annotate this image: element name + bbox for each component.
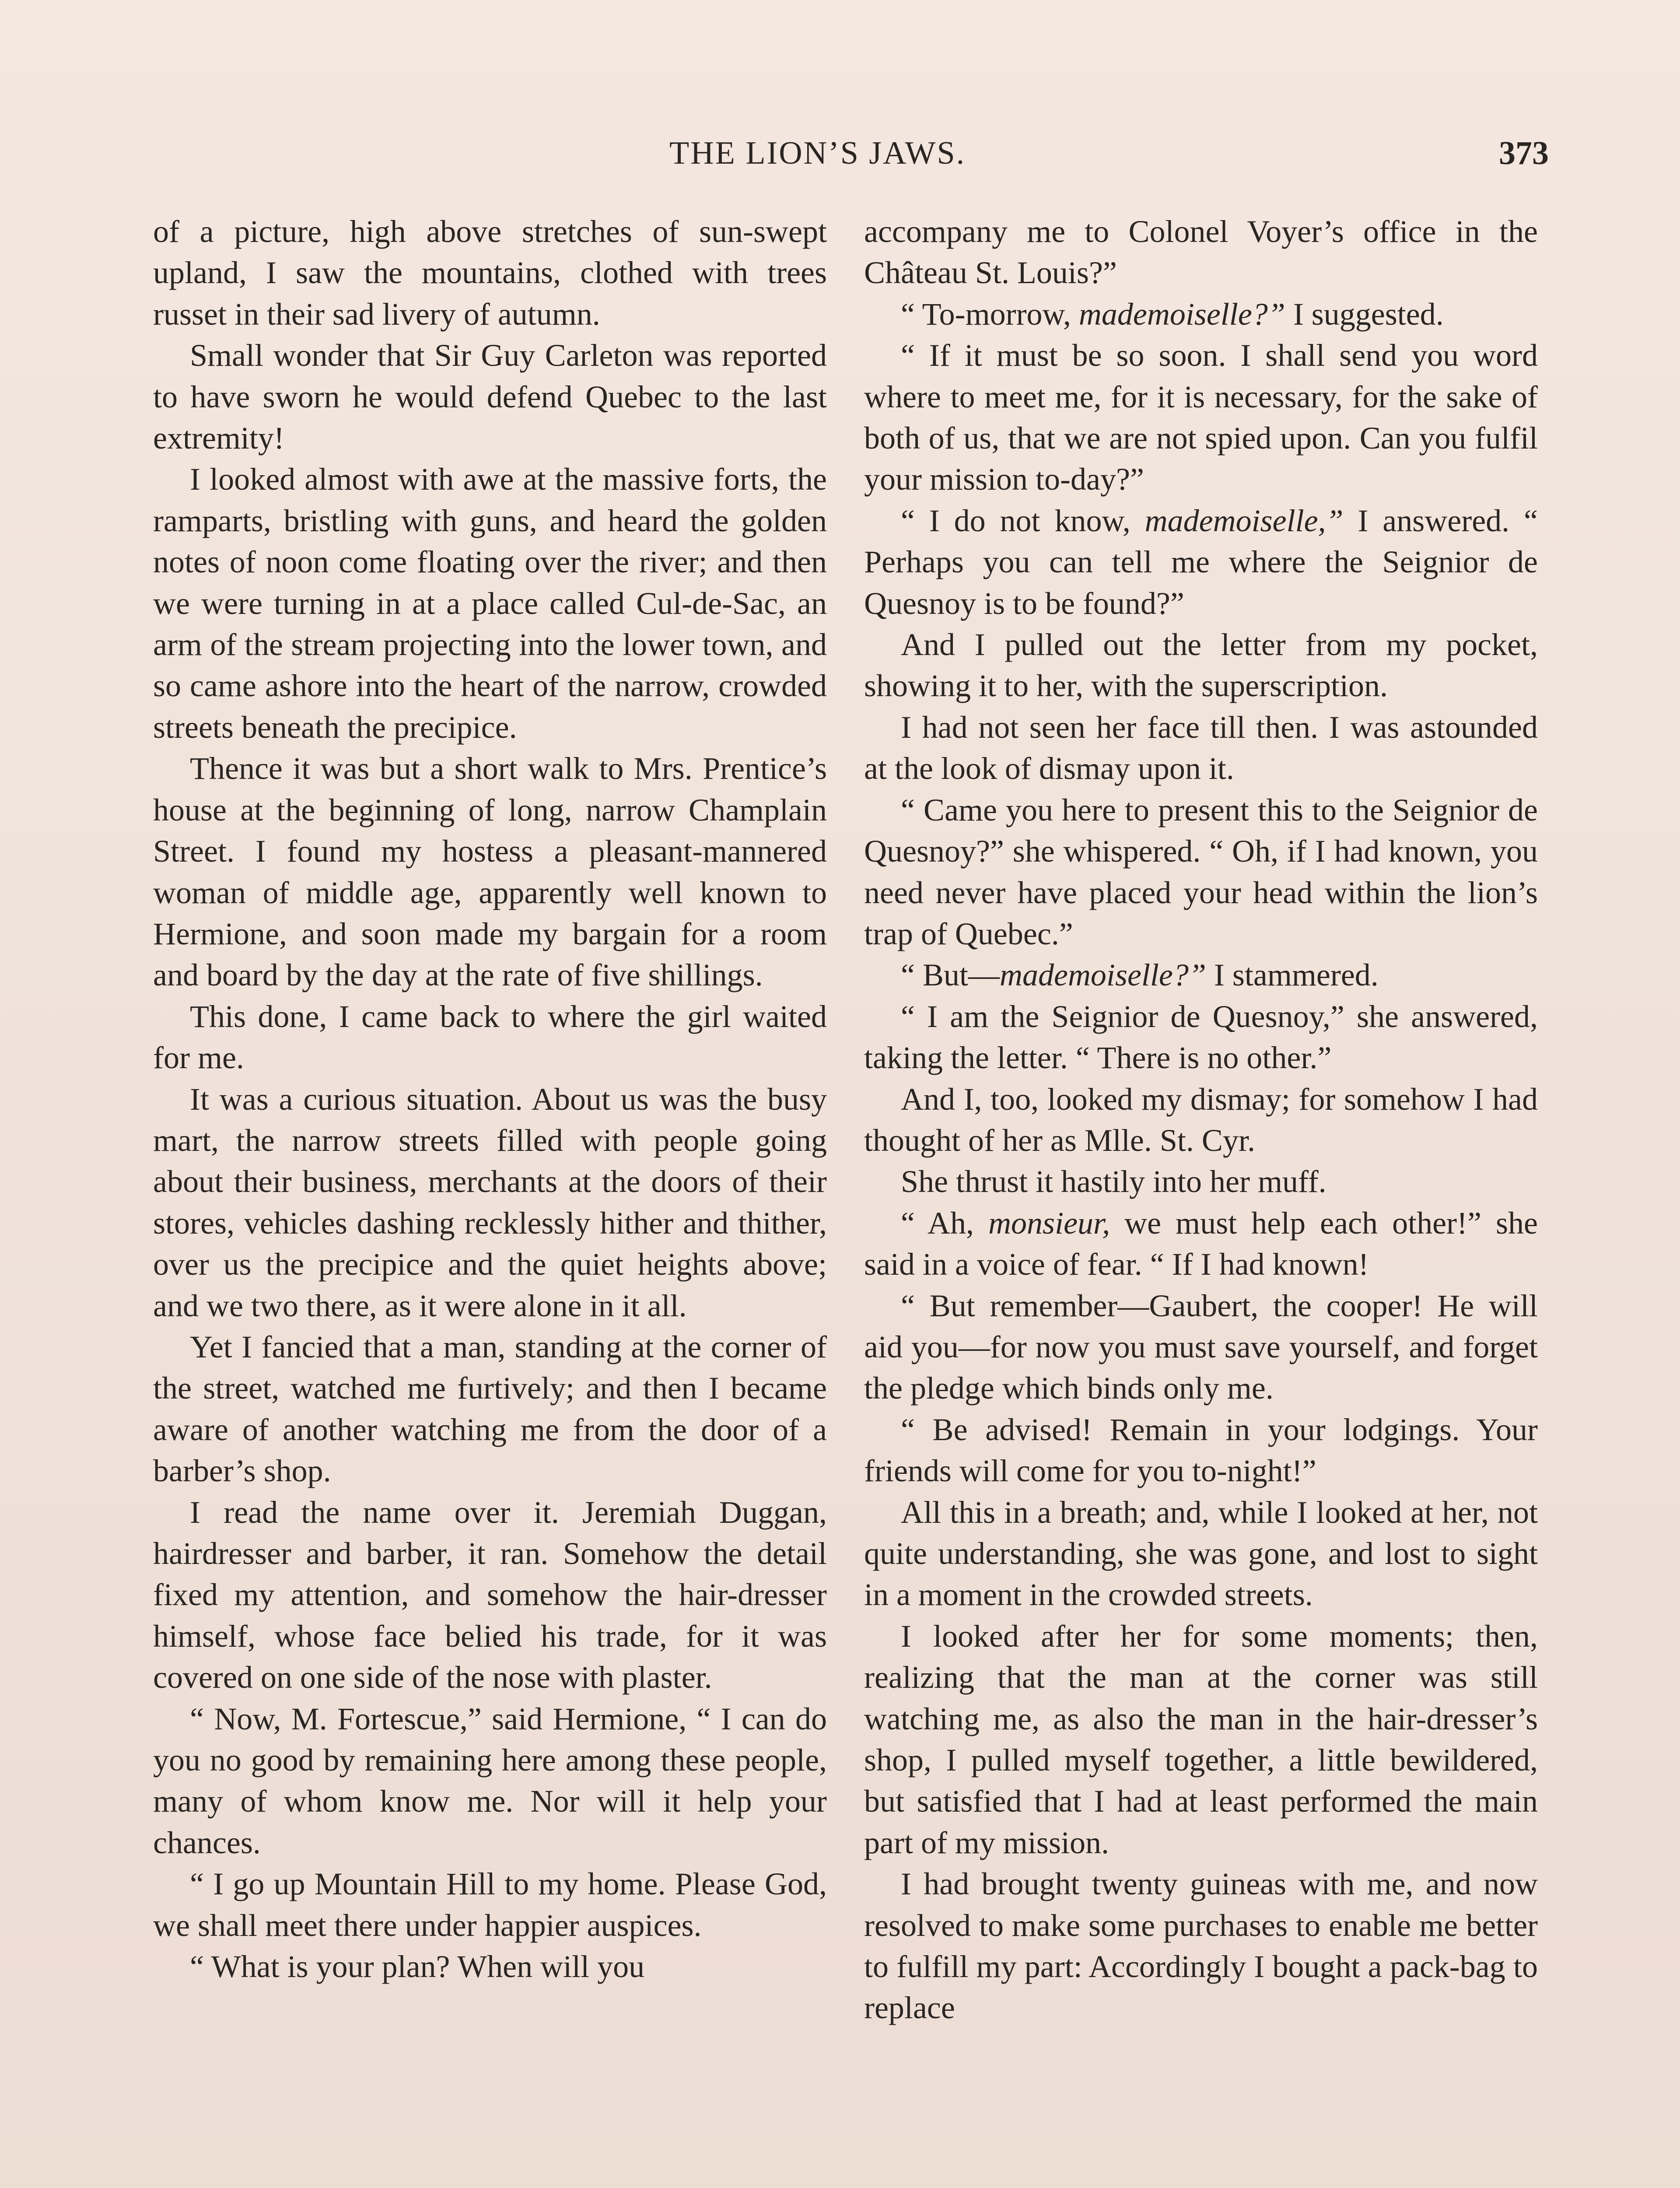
paragraph: Small wonder that Sir Guy Carleton was reported to have sworn he would defend Quebec to the last extremity! [153, 338, 827, 456]
text-run: “ To-morrow, [901, 296, 1079, 332]
paragraph [864, 954, 1538, 996]
paragraph [864, 500, 1538, 624]
paragraph: “ Came you here to present this to the Seignior de Quesnoy?” she whispered. “ Oh, if I had known, you need never have placed your head within the lion’s trap of Quebec.” [864, 792, 1538, 951]
paragraph [864, 1203, 1538, 1285]
paragraph: accompany me to Colonel Voyer’s office in the Château St. Louis?” [864, 214, 1538, 291]
paragraph: This done, I came back to where the girl waited for me. [153, 999, 827, 1076]
italic-word: mademoiselle,” [1144, 503, 1344, 538]
text-run: “ Ah, [901, 1205, 989, 1241]
paragraph: Thence it was but a short walk to Mrs. Prentice’s house at the beginning of long, narrow Champlain Street. I found my hostess a pleasant-mannered woman of middle age, apparently well known to Hermione, and soon made my bargain for a room and board by the day at the rate of five shillings. [153, 751, 827, 993]
paragraph: I read the name over it. Jeremiah Duggan, hairdresser and barber, it ran. Somehow the detail fixed my attention, and somehow the hair-dresser himself, whose face belied his trade, for it was covered on one side of the nose with plaster. [153, 1494, 827, 1695]
paragraph: “ Now, M. Fortescue,” said Hermione, “ I can do you no good by remaining here among these people, many of whom know me. Nor will it help your chances. [153, 1701, 827, 1860]
paragraph: I had brought twenty guineas with me, and now resolved to make some purchases to enable me better to fulfill my part: Accordingly I bought a pack-bag to replace [864, 1866, 1538, 2026]
paragraph: I looked almost with awe at the massive forts, the ramparts, bristling with guns, and heard the golden notes of noon come floating over the river; and then we were turning in at a place called Cul-de-Sac, an arm of the stream projecting into the lower town, and so came ashore into the heart of the narrow, crowded streets beneath the precipice. [153, 462, 827, 745]
text-run: I suggested. [1285, 296, 1444, 332]
paragraph: I looked after her for some moments; then, realizing that the man at the corner was still watching me, as also the man in the hair-dresser’s shop, I pulled myself together, a little bewildered, but satisfied that I had at least performed the main part of my mission. [864, 1618, 1538, 1860]
paragraph: of a picture, high above stretches of sun-swept upland, I saw the mountains, clothed with trees russet in their sad livery of autumn. [153, 214, 827, 332]
paragraph: “ I am the Seignior de Quesnoy,” she answered, taking the letter. “ There is no other.” [864, 999, 1538, 1076]
paragraph: “ But remember—Gaubert, the cooper! He will aid you—for now you must save yourself, and forget the pledge which binds only me. [864, 1288, 1538, 1406]
paragraph: Yet I fancied that a man, standing at the corner of the street, watched me furtively; and then I became aware of another watching me from the door of a barber’s shop. [153, 1329, 827, 1489]
italic-word: mademoiselle?” [999, 957, 1206, 993]
paragraph: “ What is your plan? When will you [190, 1949, 645, 1985]
paragraph: “ I go up Mountain Hill to my home. Please God, we shall meet there under happier auspices. [153, 1866, 827, 1943]
text-run: I stammered. [1206, 957, 1379, 993]
paragraph: “ Be advised! Remain in your lodgings. Your friends will come for you to-night!” [864, 1412, 1538, 1489]
italic-word: monsieur, [988, 1205, 1110, 1241]
text-run: we must help each other!” she said in a voice of fear. “ If I had known! [864, 1205, 1538, 1282]
paragraph: I had not seen her face till then. I was astounded at the look of dismay upon it. [864, 709, 1538, 786]
paragraph: “ If it must be so soon. I shall send you word where to meet me, for it is necessary, for the sake of both of us, that we are not spied upon. Can you fulfil your mission to-day?” [864, 338, 1538, 497]
paragraph: It was a curious situation. About us was the busy mart, the narrow streets filled with people going about their business, merchants at the doors of their stores, vehicles dashing recklessly hither and thither, over us the precipice and the quiet heights above; and we two there, as it were alone in it all. [153, 1081, 827, 1323]
text-run: “ I do not know, [901, 503, 1145, 538]
paragraph: All this in a breath; and, while I looked at her, not quite understanding, she was gone, and lost to sight in a moment in the crowded streets. [864, 1494, 1538, 1613]
paragraph: And I, too, looked my dismay; for somehow I had thought of her as Mlle. St. Cyr. [864, 1081, 1538, 1158]
left-column [153, 211, 827, 1987]
running-title: THE LION’S JAWS. [669, 135, 966, 171]
text-run: “ But— [901, 957, 1000, 993]
page-number: 373 [1499, 135, 1549, 172]
running-head [151, 131, 1549, 175]
paragraph: And I pulled out the letter from my pocket, showing it to her, with the superscription. [864, 627, 1538, 704]
paragraph [864, 294, 1538, 335]
text-run: I answered. “ Perhaps you can tell me where the Seignior de Quesnoy is to be found?” [864, 503, 1538, 621]
right-column [864, 211, 1538, 2029]
paragraph: She thrust it hastily into her muff. [901, 1164, 1326, 1199]
italic-word: mademoiselle?” [1078, 296, 1285, 332]
